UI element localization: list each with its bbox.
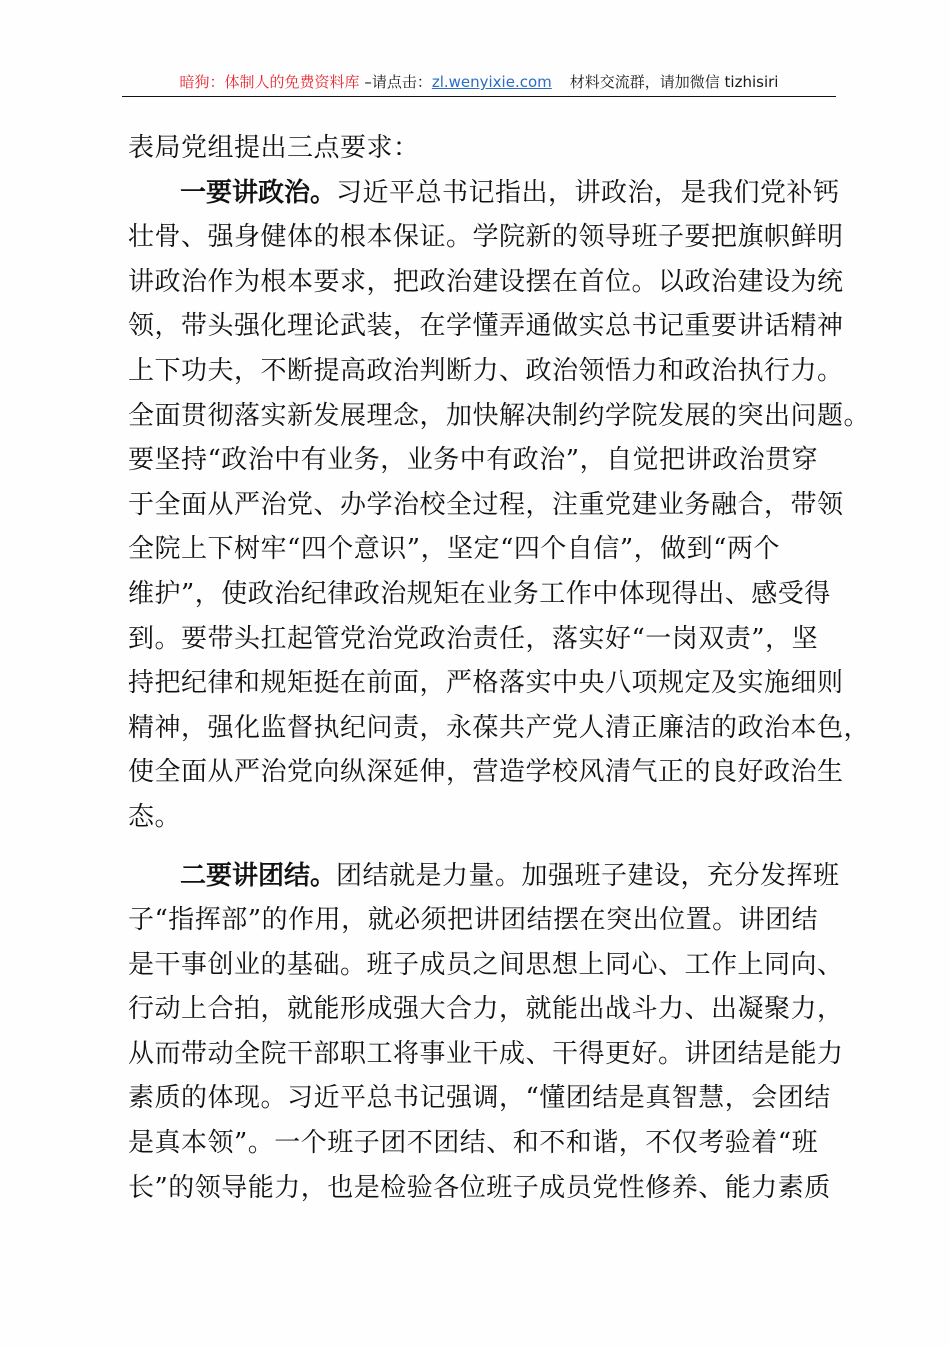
header-group-note: 材料交流群，请加微信 tizhisiri [569,73,779,91]
text-line: 壮骨、强身健体的根本保证。学院新的领导班子要把旗帜鲜明 [128,222,844,253]
text-line: 长”的领导能力，也是检验各位班子成员党性修养、能力素质 [128,1172,831,1203]
header-brand: 暗狗：体制人的免费资料库 [179,73,360,91]
text-line: 精神，强化监督执纪问责，永葆共产党人清正廉洁的政治本色， [128,712,871,743]
text-line: 全面贯彻落实新发展理念，加快解决制约学院发展的突出问题。 [128,400,871,431]
text-line: 使全面从严治党向纵深延伸，营造学校风清气正的良好政治生 [128,757,844,788]
text-line: 态。 [128,801,182,832]
text-line: 从而带动全院干部职工将事业干成、干得更好。讲团结是能力 [128,1038,844,1069]
text-line: 领，带头强化理论武装，在学懂弄通做实总书记重要讲话精神 [128,311,844,342]
header-link[interactable]: zl.wenyixie.com [431,73,552,91]
text-line: 习近平总书记指出，讲政治，是我们党补钙 [336,177,840,208]
page-header [122,70,836,94]
text-line: 行动上合拍，就能形成强大合力，就能出战斗力、出凝聚力， [128,994,844,1025]
text-line: 维护”，使政治纪律政治规矩在业务工作中体现得出、感受得 [128,578,831,609]
header-prompt: –请点击： [359,73,432,91]
paragraph-lead: 一要讲政治。 [180,177,337,208]
paragraph-unity [128,854,848,1211]
paragraph-first-line [128,171,848,216]
text-line: 是真本领”。一个班子团不团结、和不和谐，不仅考验着“班 [128,1128,819,1159]
paragraph-politics [128,171,871,840]
text-line: 持把纪律和规矩挺在前面，严格落实中央八项规定及实施细则 [128,668,844,699]
intro-line: 表局党组提出三点要求： [128,133,420,163]
text-line: 讲政治作为根本要求，把政治建设摆在首位。以政治建设为统 [128,266,844,297]
paragraph-first-line [128,854,848,899]
text-line: 全院上下树牢“四个意识”，坚定“四个自信”，做到“两个 [128,534,780,565]
text-line: 上下功夫，不断提高政治判断力、政治领悟力和政治执行力。 [128,355,844,386]
text-line: 要坚持“政治中有业务，业务中有政治”，自觉把讲政治贯穿 [128,445,819,476]
text-line: 是干事创业的基础。班子成员之间思想上同心、工作上同向、 [128,949,844,980]
header-rule [122,96,836,97]
text-line: 到。要带头扛起管党治党政治责任，落实好“一岗双责”，坚 [128,623,819,654]
text-line: 子“指挥部”的作用，就必须把讲团结摆在突出位置。讲团结 [128,905,819,936]
paragraph-lead: 二要讲团结。 [180,860,337,891]
paragraph-spacer [128,840,848,854]
text-line: 素质的体现。习近平总书记强调，“懂团结是真智慧，会团结 [128,1083,831,1114]
text-line: 于全面从严治党、办学治校全过程，注重党建业务融合，带领 [128,489,844,520]
text-line: 团结就是力量。加强班子建设，充分发挥班 [336,860,840,891]
document-body [128,126,871,1210]
